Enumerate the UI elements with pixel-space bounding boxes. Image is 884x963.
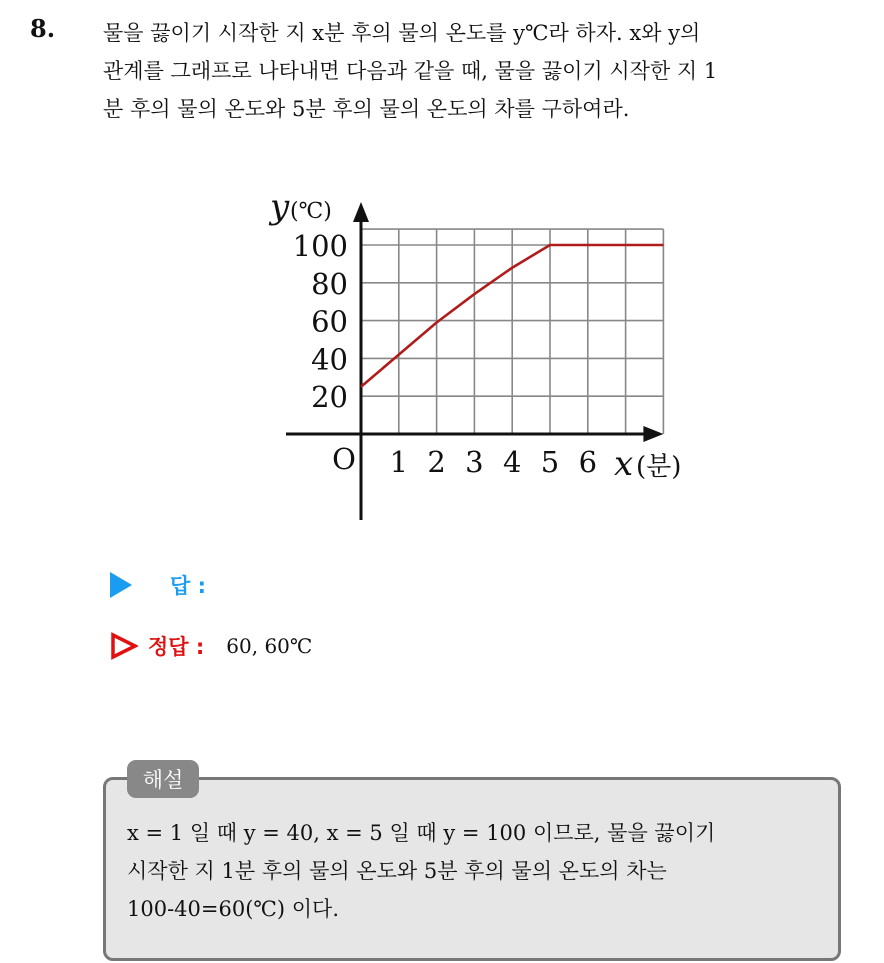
x-tick-label: 2 — [427, 445, 446, 479]
temperature-graph — [240, 180, 710, 530]
play-icon — [110, 572, 132, 598]
correct-answer-label: 정답 : — [148, 635, 205, 659]
origin-label: O — [332, 442, 356, 476]
answer-row — [110, 570, 206, 600]
outline-play-icon — [110, 632, 138, 660]
y-tick-label: 60 — [311, 304, 348, 339]
correct-answer-row — [110, 631, 312, 661]
x-tick-label: 4 — [502, 445, 522, 479]
x-tick-label: 5 — [540, 445, 560, 479]
y-tick-label: 40 — [311, 342, 348, 377]
question-line-2: 관계를 그래프로 나타내면 다음과 같을 때, 물을 끓이기 시작한 지 1 — [103, 59, 718, 83]
x-axis-unit: (분) — [636, 452, 682, 482]
y-axis-label: y — [270, 187, 290, 227]
y-axis-arrow — [353, 202, 369, 222]
question-line-1: 물을 끓이기 시작한 지 x분 후의 물의 온도를 y℃라 하자. x와 y의 — [103, 21, 701, 45]
explanation-line-1: x = 1 일 때 y = 40, x = 5 일 때 y = 100 이므로, 물을 끓이기 — [127, 821, 716, 845]
question-line-3: 분 후의 물의 온도와 5분 후의 물의 온도의 차를 구하여라. — [103, 97, 630, 121]
question-text — [103, 14, 863, 128]
y-tick-label: 100 — [292, 229, 348, 263]
x-tick-label: 3 — [465, 445, 484, 479]
explanation-line-3: 100-40=60(℃) 이다. — [127, 897, 340, 921]
y-tick-label: 80 — [311, 266, 348, 301]
question-number: 8. — [30, 14, 56, 43]
x-axis-arrow — [643, 426, 663, 442]
y-axis-unit: (℃) — [290, 199, 332, 224]
explanation-tag: 해설 — [127, 760, 199, 798]
explanation-text — [127, 814, 827, 928]
explanation-line-2: 시작한 지 1분 후의 물의 온도와 5분 후의 물의 온도의 차는 — [127, 859, 667, 883]
x-tick-label: 6 — [578, 445, 598, 479]
y-tick-label: 20 — [311, 380, 348, 415]
correct-answer-value: 60, 60℃ — [226, 634, 313, 658]
x-tick-label: 1 — [389, 445, 409, 479]
answer-label: 답 : — [170, 574, 206, 598]
grid-layer — [361, 229, 663, 434]
x-axis-label: x — [614, 444, 634, 484]
